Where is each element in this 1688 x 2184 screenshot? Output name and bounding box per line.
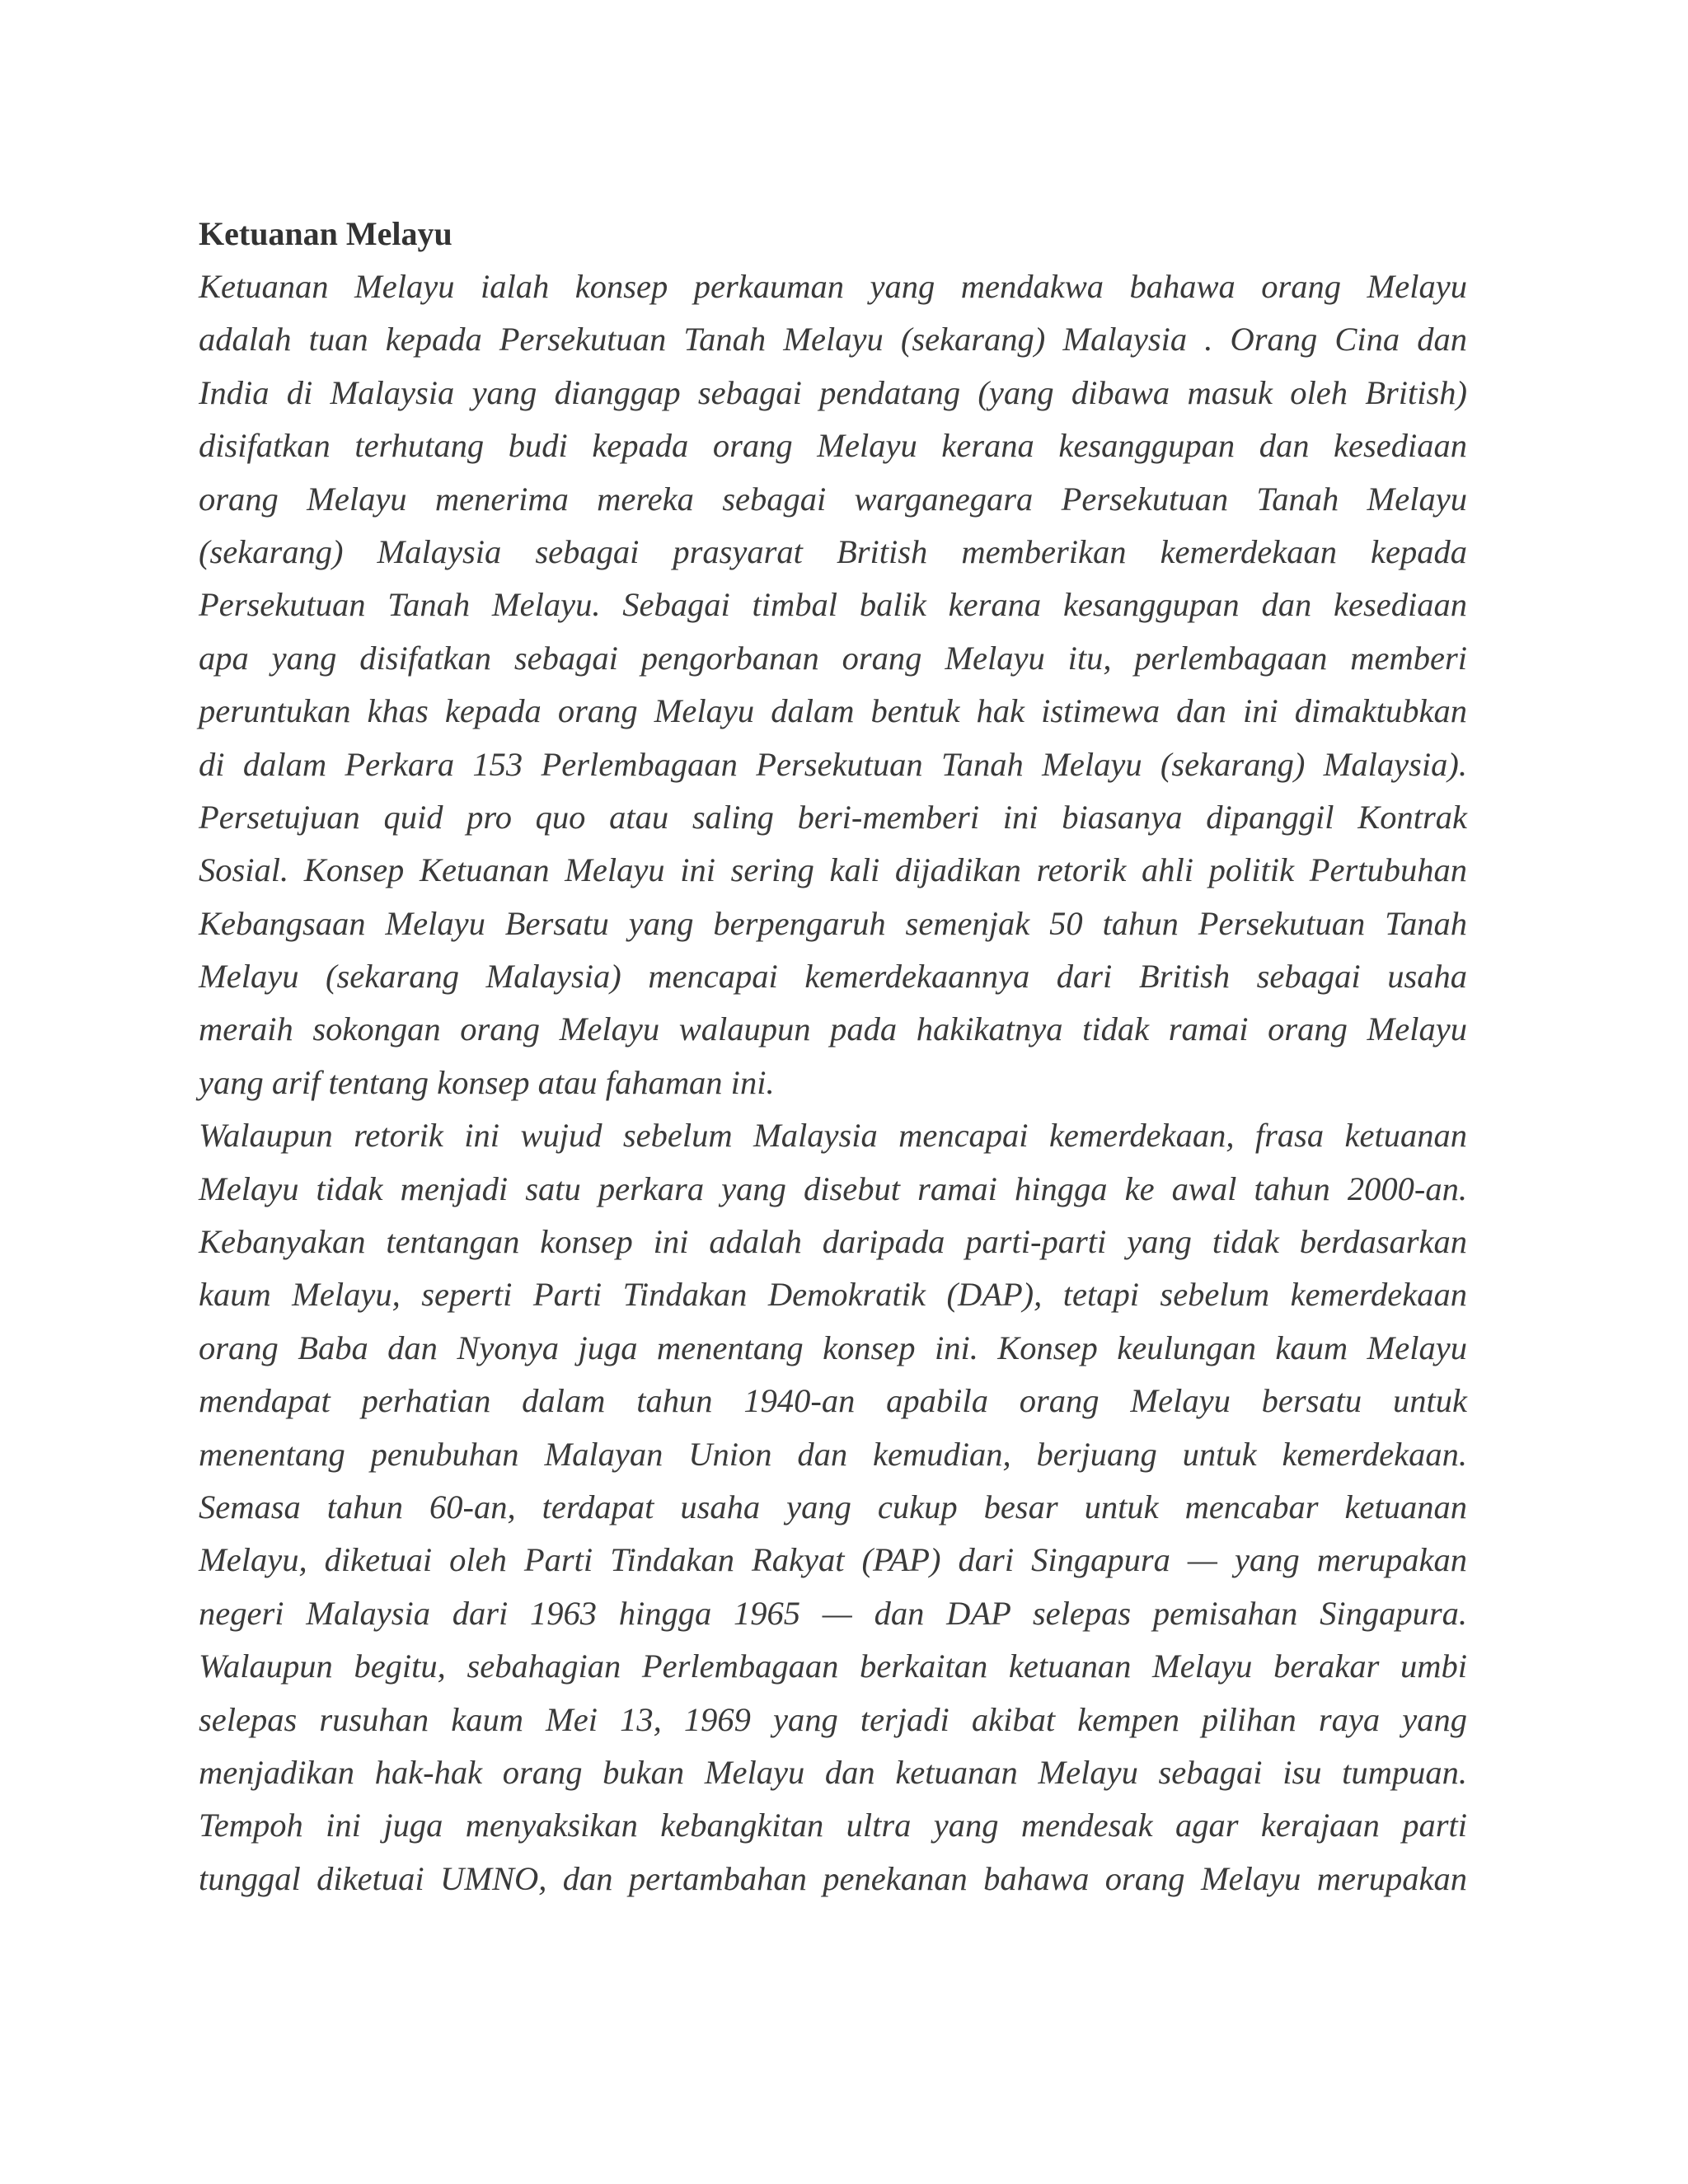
text-line: disifatkan terhutang budi kepada orang Melayu kerana kesanggupan dan kesediaan xyxy=(199,427,1467,465)
paragraph-2 xyxy=(199,1109,1467,1905)
text-line: orang Baba dan Nyonya juga menentang konsep ini. Konsep keulungan kaum Melayu xyxy=(199,1329,1467,1366)
text-line: Sosial. Konsep Ketuanan Melayu ini sering kali dijadikan retorik ahli politik Pertubuhan xyxy=(199,851,1467,889)
text-line: kaum Melayu, seperti Parti Tindakan Demokratik (DAP), tetapi sebelum kemerdekaan xyxy=(199,1276,1467,1314)
text-line: orang Melayu menerima mereka sebagai warganegara Persekutuan Tanah Melayu xyxy=(199,480,1467,518)
paragraph-1 xyxy=(199,260,1467,1109)
text-line: adalah tuan kepada Persekutuan Tanah Melayu (sekarang) Malaysia . Orang Cina dan xyxy=(199,321,1467,359)
text-line: Persekutuan Tanah Melayu. Sebagai timbal balik kerana kesanggupan dan kesediaan xyxy=(199,586,1467,624)
text-line: meraih sokongan orang Melayu walaupun pada hakikatnya tidak ramai orang Melayu xyxy=(199,1010,1467,1048)
text-line: Persetujuan quid pro quo atau saling beri-memberi ini biasanya dipanggil Kontrak xyxy=(199,798,1467,836)
text-line: Walaupun retorik ini wujud sebelum Malaysia mencapai kemerdekaan, frasa ketuanan xyxy=(199,1117,1467,1155)
text-line: menentang penubuhan Malayan Union dan kemudian, berjuang untuk kemerdekaan. xyxy=(199,1435,1467,1473)
text-line: yang arif tentang konsep atau fahaman ini. xyxy=(199,1063,775,1101)
document-page xyxy=(199,208,1467,1905)
text-line: Kebangsaan Melayu Bersatu yang berpengaruh semenjak 50 tahun Persekutuan Tanah xyxy=(199,904,1467,942)
text-line: mendapat perhatian dalam tahun 1940-an apabila orang Melayu bersatu untuk xyxy=(199,1382,1467,1420)
text-line: (sekarang) Malaysia sebagai prasyarat British memberikan kemerdekaan kepada xyxy=(199,532,1467,570)
text-line: Semasa tahun 60-an, terdapat usaha yang cukup besar untuk mencabar ketuanan xyxy=(199,1488,1467,1526)
text-line: Melayu (sekarang Malaysia) mencapai kemerdekaannya dari British sebagai usaha xyxy=(199,958,1467,996)
text-line: peruntukan khas kepada orang Melayu dalam bentuk hak istimewa dan ini dimaktubkan xyxy=(199,692,1467,730)
document-title: Ketuanan Melayu xyxy=(199,215,452,252)
text-line: apa yang disifatkan sebagai pengorbanan orang Melayu itu, perlembagaan memberi xyxy=(199,639,1467,677)
text-line: Melayu tidak menjadi satu perkara yang disebut ramai hingga ke awal tahun 2000-an. xyxy=(199,1169,1467,1207)
text-line: Walaupun begitu, sebahagian Perlembagaan berkaitan ketuanan Melayu berakar umbi xyxy=(199,1647,1467,1685)
text-line: Melayu, diketuai oleh Parti Tindakan Rakyat (PAP) dari Singapura — yang merupakan xyxy=(199,1541,1467,1579)
text-line: India di Malaysia yang dianggap sebagai pendatang (yang dibawa masuk oleh British) xyxy=(199,373,1467,411)
text-line: Ketuanan Melayu ialah konsep perkauman yang mendakwa bahawa orang Melayu xyxy=(199,268,1467,305)
text-line: menjadikan hak-hak orang bukan Melayu dan ketuanan Melayu sebagai isu tumpuan. xyxy=(199,1753,1467,1791)
text-line: negeri Malaysia dari 1963 hingga 1965 — dan DAP selepas pemisahan Singapura. xyxy=(199,1594,1467,1632)
text-line: Kebanyakan tentangan konsep ini adalah daripada parti-parti yang tidak berdasarkan xyxy=(199,1223,1467,1261)
text-line: Tempoh ini juga menyaksikan kebangkitan ultra yang mendesak agar kerajaan parti xyxy=(199,1807,1467,1844)
text-line: tunggal diketuai UMNO, dan pertambahan penekanan bahawa orang Melayu merupakan xyxy=(199,1859,1467,1897)
text-line: di dalam Perkara 153 Perlembagaan Persekutuan Tanah Melayu (sekarang) Malaysia). xyxy=(199,745,1467,783)
text-line: selepas rusuhan kaum Mei 13, 1969 yang terjadi akibat kempen pilihan raya yang xyxy=(199,1700,1467,1738)
